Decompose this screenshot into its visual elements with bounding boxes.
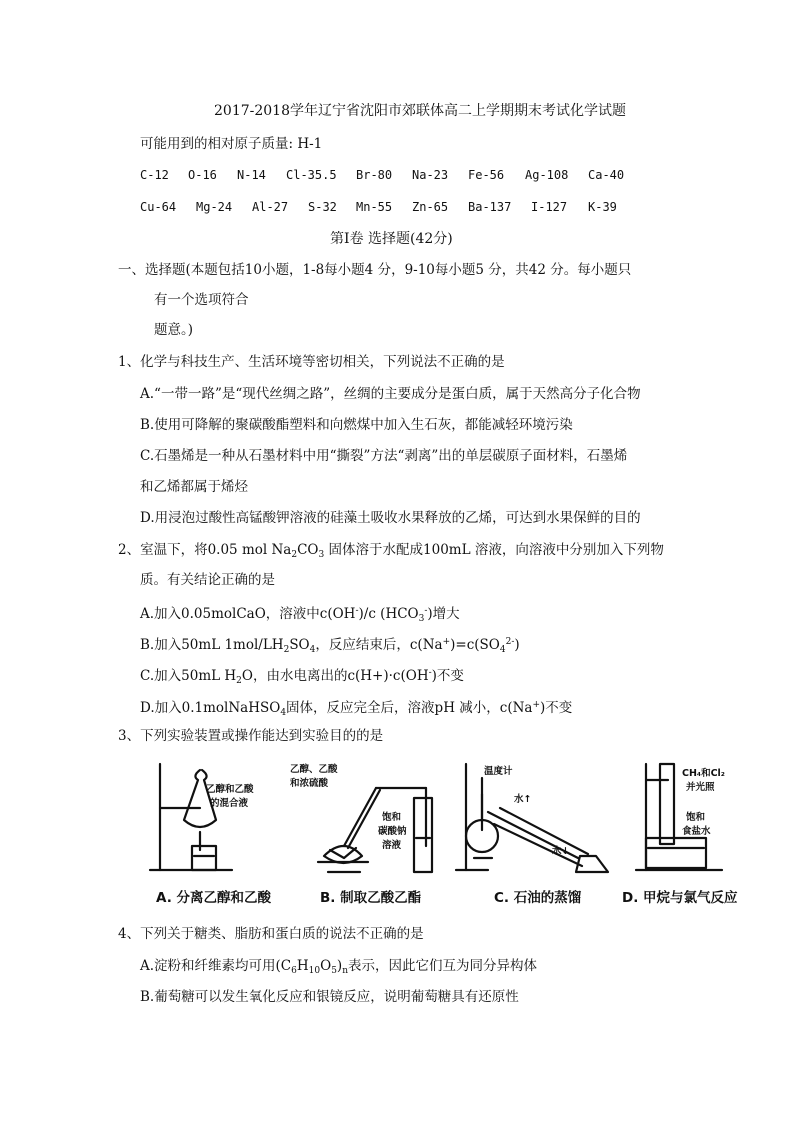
- caption-c: C. 石油的蒸馏: [494, 890, 582, 906]
- instructions-line-2: 有一个选项符合: [154, 292, 249, 308]
- caption-a: A. 分离乙醇和乙酸: [156, 890, 272, 906]
- apparatus-a-separatory-funnel: [150, 764, 232, 870]
- label-b-right-3: 溶液: [382, 840, 402, 851]
- q1-option-c-cont: 和乙烯都属于烯烃: [140, 479, 248, 495]
- atomic-mass-row-1: [140, 166, 660, 184]
- atomic-mass-item: Ca-40: [588, 168, 625, 182]
- q1-option-b: B.使用可降解的聚碳酸酯塑料和向燃煤中加入生石灰，都能减轻环境污染: [140, 417, 573, 433]
- caption-d: D. 甲烷与氯气反应: [622, 890, 738, 906]
- instructions-line-1: 一、选择题(本题包括10小题，1-8每小题4 分，9-10每小题5 分，共42 分。每小题只: [118, 262, 632, 278]
- atomic-mass-item: Ba-137: [468, 200, 512, 214]
- atomic-mass-item: Na-23: [412, 168, 449, 182]
- q2-option-b: B.加入50mL $1mol/LH_2SO_4$，反应结束后，$c(Na^+)=c(SO_4^{2-})$: [140, 637, 520, 655]
- q2-option-c: C.加入50mL $H_2O$，由水电离出的c(H+)·c(OH-)不变: [140, 668, 464, 686]
- label-a-mix-2: 的混合液: [210, 798, 249, 809]
- label-c-water-up: 水↑: [514, 794, 532, 805]
- caption-b: B. 制取乙酸乙酯: [320, 890, 422, 906]
- label-c-water-down: 水↓: [552, 846, 570, 857]
- q2-stem: 2、室温下，将0.05 mol $Na_2CO_3$ 固体溶于水配成100mL 溶液，向溶液中分别加入下列物: [118, 542, 664, 560]
- q4-stem: 4、下列关于糖类、脂肪和蛋白质的说法不正确的是: [118, 926, 424, 942]
- atomic-mass-item: I-127: [531, 200, 568, 214]
- q1-stem: 1、化学与科技生产、生活环境等密切相关，下列说法不正确的是: [118, 354, 505, 370]
- instructions-line-3: 题意。): [154, 322, 194, 338]
- q2-option-a: A.加入0.05molCaO，溶液中c(OH-)/c $(HCO_3^-)$增大: [140, 606, 460, 624]
- atomic-mass-item: Fe-56: [468, 168, 505, 182]
- atomic-mass-item: Br-80: [356, 168, 393, 182]
- atomic-mass-item: O-16: [188, 168, 217, 182]
- q1-option-d: D.用浸泡过酸性高锰酸钾溶液的硅藻土吸收水果释放的乙烯，可达到水果保鲜的目的: [140, 510, 641, 526]
- label-a-mix-1: 乙醇和乙酸: [206, 784, 254, 795]
- atomic-mass-item: S-32: [308, 200, 337, 214]
- label-b-top-2: 和浓硫酸: [290, 778, 329, 789]
- page-title: 2017-2018学年辽宁省沈阳市郊联体高二上学期期末考试化学试题: [214, 103, 626, 119]
- label-d-gas-1: CH₄和Cl₂: [682, 768, 725, 779]
- apparatus-b-ester-prep: [318, 788, 432, 872]
- atomic-mass-item: C-12: [140, 168, 169, 182]
- label-d-salt-1: 饱和: [686, 812, 706, 823]
- atomic-mass-item: Al-27: [252, 200, 289, 214]
- atomic-mass-item: Cl-35.5: [286, 168, 337, 182]
- label-d-salt-2: 食盐水: [682, 826, 711, 837]
- q4-option-b: B.葡萄糖可以发生氧化反应和银镜反应，说明葡萄糖具有还原性: [140, 989, 519, 1005]
- atomic-mass-row-2: [140, 198, 660, 216]
- atomic-mass-item: Mn-55: [356, 200, 393, 214]
- label-b-right-1: 饱和: [382, 812, 402, 823]
- atomic-mass-item: K-39: [588, 200, 617, 214]
- apparatus-c-distillation: [456, 764, 608, 872]
- atomic-mass-item: N-14: [237, 168, 266, 182]
- q1-option-a: A.“一带一路”是“现代丝绸之路”，丝绸的主要成分是蛋白质，属于天然高分子化合物: [140, 386, 641, 402]
- q4-option-a: A.淀粉和纤维素均可用$(C_6H_{10}O_5)_n$表示，因此它们互为同分异构体: [140, 958, 537, 976]
- q3-stem: 3、下列实验装置或操作能达到实验目的的是: [118, 728, 384, 744]
- label-b-top-1: 乙醇、乙酸: [290, 764, 338, 775]
- atomic-mass-intro: 可能用到的相对原子质量: H-1: [140, 136, 323, 152]
- atomic-mass-item: Ag-108: [525, 168, 569, 182]
- label-c-thermometer: 温度计: [484, 766, 513, 777]
- section-title: 第Ⅰ卷 选择题(42分): [330, 231, 453, 247]
- q1-option-c: C.石墨烯是一种从石墨材料中用“撕裂”方法“剥离”出的单层碳原子面材料，石墨烯: [140, 448, 628, 464]
- atomic-mass-item: Zn-65: [412, 200, 449, 214]
- atomic-mass-item: Cu-64: [140, 200, 177, 214]
- label-d-gas-2: 并光照: [686, 782, 715, 793]
- q3-apparatus-figure: [148, 758, 768, 910]
- apparatus-d-methane-chlorine: [636, 764, 722, 870]
- q2-stem-cont: 质。有关结论正确的是: [140, 572, 275, 588]
- q2-option-d: D.加入0.1molNaHSO$_4$固体，反应完全后，溶液pH 减小，c(Na+)不变: [140, 700, 573, 718]
- atomic-mass-item: Mg-24: [196, 200, 233, 214]
- label-b-right-2: 碳酸钠: [378, 826, 407, 837]
